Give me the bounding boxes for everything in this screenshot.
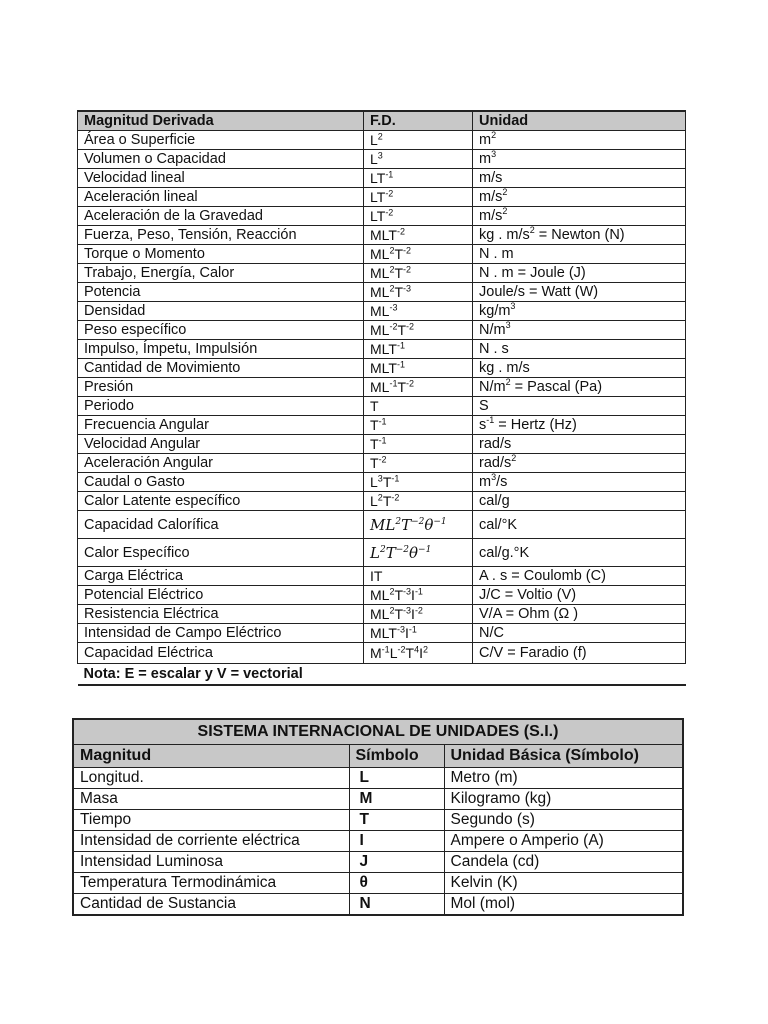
table-row bbox=[78, 245, 686, 264]
symbol-cell: T bbox=[349, 810, 444, 831]
unit-cell: $m^2$ bbox=[473, 131, 686, 150]
unit-cell: N . m = Joule (J) bbox=[473, 264, 686, 283]
table-row bbox=[78, 492, 686, 511]
dimensional-formula-cell: IT bbox=[364, 567, 473, 586]
column-header: Magnitud Derivada bbox=[78, 111, 364, 131]
dimensional-formula-cell: $ML^2T^{-2}$ bbox=[364, 264, 473, 283]
table-row bbox=[78, 207, 686, 226]
dimensional-formula-cell: $ML^2T^{-3}$ bbox=[364, 283, 473, 302]
unit-cell: $N/m^3$ bbox=[473, 321, 686, 340]
column-header: Magnitud bbox=[73, 745, 349, 768]
table-row bbox=[78, 169, 686, 188]
magnitude-cell: Cantidad de Sustancia bbox=[73, 894, 349, 916]
symbol-cell: I bbox=[349, 831, 444, 852]
caption-row bbox=[73, 719, 683, 745]
dimensional-formula-cell: $ML^{-3}$ bbox=[364, 302, 473, 321]
table-row bbox=[78, 131, 686, 150]
table-row bbox=[78, 150, 686, 169]
table-row bbox=[78, 539, 686, 567]
magnitude-cell: Presión bbox=[78, 378, 364, 397]
unit-cell: N . s bbox=[473, 340, 686, 359]
dimensional-formula-cell: $L^2T^{-2}$ bbox=[364, 492, 473, 511]
table-caption: SISTEMA INTERNACIONAL DE UNIDADES (S.I.) bbox=[73, 719, 683, 745]
magnitude-cell: Aceleración Angular bbox=[78, 454, 364, 473]
table-row bbox=[78, 188, 686, 207]
table-row bbox=[73, 852, 683, 873]
base-unit-cell: Metro (m) bbox=[444, 768, 683, 789]
unit-cell: kg . m/s bbox=[473, 359, 686, 378]
dimensional-formula-cell: $ML^2T^{-2}$ bbox=[364, 245, 473, 264]
unit-cell: cal/g bbox=[473, 492, 686, 511]
dimensional-formula-cell: $ML^2T^{-2}\theta^{-1}$ bbox=[364, 511, 473, 539]
dimensional-formula-cell: $L^2$ bbox=[364, 131, 473, 150]
table-row bbox=[78, 416, 686, 435]
dimensional-formula-cell: $MLT^{-3}I^{-1}$ bbox=[364, 624, 473, 643]
magnitude-cell: Intensidad Luminosa bbox=[73, 852, 349, 873]
unit-cell: $m/s^2$ bbox=[473, 207, 686, 226]
table-row bbox=[78, 226, 686, 245]
magnitude-cell: Impulso, Ímpetu, Impulsión bbox=[78, 340, 364, 359]
base-unit-cell: Mol (mol) bbox=[444, 894, 683, 916]
dimensional-formula-cell: $MLT^{-1}$ bbox=[364, 340, 473, 359]
table-row bbox=[78, 264, 686, 283]
table-row bbox=[78, 454, 686, 473]
unit-cell: A . s = Coulomb (C) bbox=[473, 567, 686, 586]
unit-cell: cal/°K bbox=[473, 511, 686, 539]
dimensional-formula-cell: $T^{-1}$ bbox=[364, 416, 473, 435]
magnitude-cell: Carga Eléctrica bbox=[78, 567, 364, 586]
unit-cell: $m/s^2$ bbox=[473, 188, 686, 207]
dimensional-formula-cell: $ML^{-1}T^{-2}$ bbox=[364, 378, 473, 397]
dimensional-formula-cell: $T^{-1}$ bbox=[364, 435, 473, 454]
symbol-cell: θ bbox=[349, 873, 444, 894]
magnitude-cell: Masa bbox=[73, 789, 349, 810]
dimensional-formula-cell: $T^{-2}$ bbox=[364, 454, 473, 473]
table-row bbox=[78, 605, 686, 624]
magnitude-cell: Potencial Eléctrico bbox=[78, 586, 364, 605]
unit-cell: N/C bbox=[473, 624, 686, 643]
symbol-cell: M bbox=[349, 789, 444, 810]
dimensional-formula-cell: $L^3$ bbox=[364, 150, 473, 169]
dimensional-formula-cell: $ML^{-2}T^{-2}$ bbox=[364, 321, 473, 340]
column-header: F.D. bbox=[364, 111, 473, 131]
dimensional-formula-cell: $MLT^{-2}$ bbox=[364, 226, 473, 245]
magnitude-cell: Calor Latente específico bbox=[78, 492, 364, 511]
table-row bbox=[78, 378, 686, 397]
magnitude-cell: Fuerza, Peso, Tensión, Reacción bbox=[78, 226, 364, 245]
unit-cell: V/A = Ohm (Ω ) bbox=[473, 605, 686, 624]
dimensional-formula-cell: $LT^{-1}$ bbox=[364, 169, 473, 188]
unit-cell: rad/s bbox=[473, 435, 686, 454]
magnitude-cell: Intensidad de Campo Eléctrico bbox=[78, 624, 364, 643]
base-unit-cell: Kilogramo (kg) bbox=[444, 789, 683, 810]
table-row bbox=[73, 768, 683, 789]
dimensional-formula-cell: $M^{-1}L^{-2}T^4I^2$ bbox=[364, 643, 473, 664]
unit-cell: Joule/s = Watt (W) bbox=[473, 283, 686, 302]
magnitude-cell: Área o Superficie bbox=[78, 131, 364, 150]
table-header-row bbox=[73, 745, 683, 768]
unit-cell: $m^3$ bbox=[473, 150, 686, 169]
magnitude-cell: Intensidad de corriente eléctrica bbox=[73, 831, 349, 852]
unit-cell: $s^{-1}$ = Hertz (Hz) bbox=[473, 416, 686, 435]
magnitude-cell: Frecuencia Angular bbox=[78, 416, 364, 435]
note-row bbox=[78, 664, 686, 686]
magnitude-cell: Resistencia Eléctrica bbox=[78, 605, 364, 624]
si-units-table bbox=[72, 718, 684, 916]
unit-cell: C/V = Faradio (f) bbox=[473, 643, 686, 664]
magnitude-cell: Aceleración lineal bbox=[78, 188, 364, 207]
dimensional-formula-cell: $ML^2T^{-3}I^{-1}$ bbox=[364, 586, 473, 605]
dimensional-formula-cell: $L^3T^{-1}$ bbox=[364, 473, 473, 492]
dimensional-formula-cell: $ML^2T^{-3}I^{-2}$ bbox=[364, 605, 473, 624]
table-row bbox=[78, 586, 686, 605]
magnitude-cell: Calor Específico bbox=[78, 539, 364, 567]
base-unit-cell: Segundo (s) bbox=[444, 810, 683, 831]
magnitude-cell: Caudal o Gasto bbox=[78, 473, 364, 492]
table-row bbox=[78, 283, 686, 302]
dimensional-formula-cell: $L^2T^{-2}\theta^{-1}$ bbox=[364, 539, 473, 567]
magnitude-cell: Potencia bbox=[78, 283, 364, 302]
magnitude-cell: Peso específico bbox=[78, 321, 364, 340]
magnitude-cell: Capacidad Calorífica bbox=[78, 511, 364, 539]
magnitude-cell: Cantidad de Movimiento bbox=[78, 359, 364, 378]
symbol-cell: L bbox=[349, 768, 444, 789]
unit-cell: kg . $m/s^2$ = Newton (N) bbox=[473, 226, 686, 245]
magnitude-cell: Capacidad Eléctrica bbox=[78, 643, 364, 664]
unit-cell: S bbox=[473, 397, 686, 416]
dimensional-formula-cell: $LT^{-2}$ bbox=[364, 207, 473, 226]
magnitude-cell: Densidad bbox=[78, 302, 364, 321]
unit-cell: J/C = Voltio (V) bbox=[473, 586, 686, 605]
unit-cell: m/s bbox=[473, 169, 686, 188]
magnitude-cell: Volumen o Capacidad bbox=[78, 150, 364, 169]
table-row bbox=[73, 831, 683, 852]
dimensional-formula-cell: $LT^{-2}$ bbox=[364, 188, 473, 207]
table-row bbox=[78, 302, 686, 321]
table-row bbox=[78, 643, 686, 664]
magnitude-cell: Torque o Momento bbox=[78, 245, 364, 264]
unit-cell: $kg/m^3$ bbox=[473, 302, 686, 321]
unit-cell: cal/g.°K bbox=[473, 539, 686, 567]
table-row bbox=[78, 511, 686, 539]
symbol-cell: J bbox=[349, 852, 444, 873]
magnitude-cell: Trabajo, Energía, Calor bbox=[78, 264, 364, 283]
table-row bbox=[78, 397, 686, 416]
magnitude-cell: Temperatura Termodinámica bbox=[73, 873, 349, 894]
unit-cell: $N/m^2$ = Pascal (Pa) bbox=[473, 378, 686, 397]
table-header-row bbox=[78, 111, 686, 131]
magnitude-cell: Periodo bbox=[78, 397, 364, 416]
magnitude-cell: Longitud. bbox=[73, 768, 349, 789]
note-text: Nota: E = escalar y V = vectorial bbox=[78, 664, 686, 686]
unit-cell: N . m bbox=[473, 245, 686, 264]
table-row bbox=[78, 435, 686, 454]
symbol-cell: N bbox=[349, 894, 444, 916]
table-row bbox=[78, 321, 686, 340]
table-row bbox=[78, 473, 686, 492]
table-row bbox=[73, 810, 683, 831]
magnitude-cell: Velocidad lineal bbox=[78, 169, 364, 188]
dimensional-formula-cell: T bbox=[364, 397, 473, 416]
column-header: Unidad bbox=[473, 111, 686, 131]
unit-cell: rad/$s^2$ bbox=[473, 454, 686, 473]
table-row bbox=[78, 567, 686, 586]
column-header: Símbolo bbox=[349, 745, 444, 768]
magnitude-cell: Aceleración de la Gravedad bbox=[78, 207, 364, 226]
unit-cell: $m^3/s$ bbox=[473, 473, 686, 492]
base-unit-cell: Ampere o Amperio (A) bbox=[444, 831, 683, 852]
table-row bbox=[73, 789, 683, 810]
base-unit-cell: Kelvin (K) bbox=[444, 873, 683, 894]
table-row bbox=[73, 873, 683, 894]
base-unit-cell: Candela (cd) bbox=[444, 852, 683, 873]
magnitude-cell: Tiempo bbox=[73, 810, 349, 831]
dimensional-formula-cell: $MLT^{-1}$ bbox=[364, 359, 473, 378]
derived-magnitudes-table bbox=[77, 110, 686, 686]
magnitude-cell: Velocidad Angular bbox=[78, 435, 364, 454]
table-row bbox=[78, 340, 686, 359]
table-row bbox=[73, 894, 683, 916]
table-row bbox=[78, 359, 686, 378]
column-header: Unidad Básica (Símbolo) bbox=[444, 745, 683, 768]
table-row bbox=[78, 624, 686, 643]
